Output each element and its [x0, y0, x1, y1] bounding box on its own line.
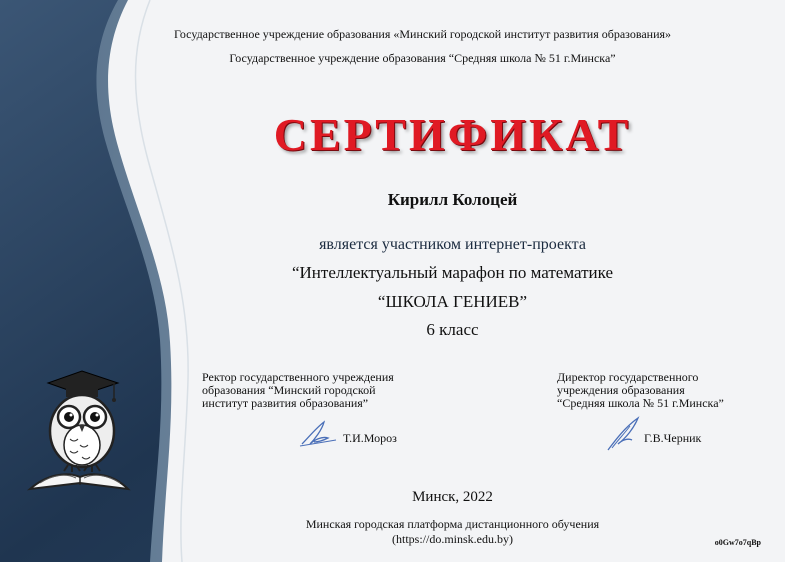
- signature-left-role-line-1: Ректор государственного учреждения: [202, 370, 394, 384]
- signature-left-scribble: [298, 418, 338, 450]
- signature-right-role-line-1: Директор государственного: [557, 370, 699, 384]
- issuer-line-2: Государственное учреждение образования “Средняя школа № 51 г.Минска”: [229, 51, 616, 65]
- issuer-line-1: Государственное учреждение образования «Минский городской институт развития образования»: [173, 27, 672, 41]
- project-name: “Интеллектуальный марафон по математике: [291, 263, 614, 282]
- recipient-name: Кирилл Колоцей: [387, 190, 518, 209]
- signature-right-role-line-2: учреждения образования: [557, 383, 685, 397]
- grade-label: 6 класс: [426, 320, 479, 339]
- city-year: Минск, 2022: [412, 489, 493, 505]
- signature-left-role-line-2: образования “Минский городской: [202, 383, 376, 397]
- signature-right-role: [557, 371, 767, 410]
- project-subtitle: “ШКОЛА ГЕНИЕВ”: [377, 292, 528, 311]
- platform-name: Минская городская платформа дистанционного обучения: [305, 517, 600, 531]
- owl-logo-icon: [26, 365, 131, 495]
- signature-left-name: Т.И.Мороз: [343, 431, 397, 445]
- certificate-title: СЕРТИФИКАТ: [273, 109, 632, 160]
- platform-url: (https://do.minsk.edu.by): [392, 532, 513, 546]
- signature-right-scribble: [604, 414, 644, 454]
- signature-right-name: Г.В.Черник: [644, 431, 702, 445]
- certificate-code: o0Gw7o7qBp: [714, 538, 761, 547]
- signature-right-role-line-3: “Средняя школа № 51 г.Минска”: [557, 396, 724, 410]
- participation-statement: является участником интернет-проекта: [319, 236, 586, 253]
- signature-left-role-line-3: институт развития образования”: [202, 396, 369, 410]
- signature-left-role: [202, 371, 422, 410]
